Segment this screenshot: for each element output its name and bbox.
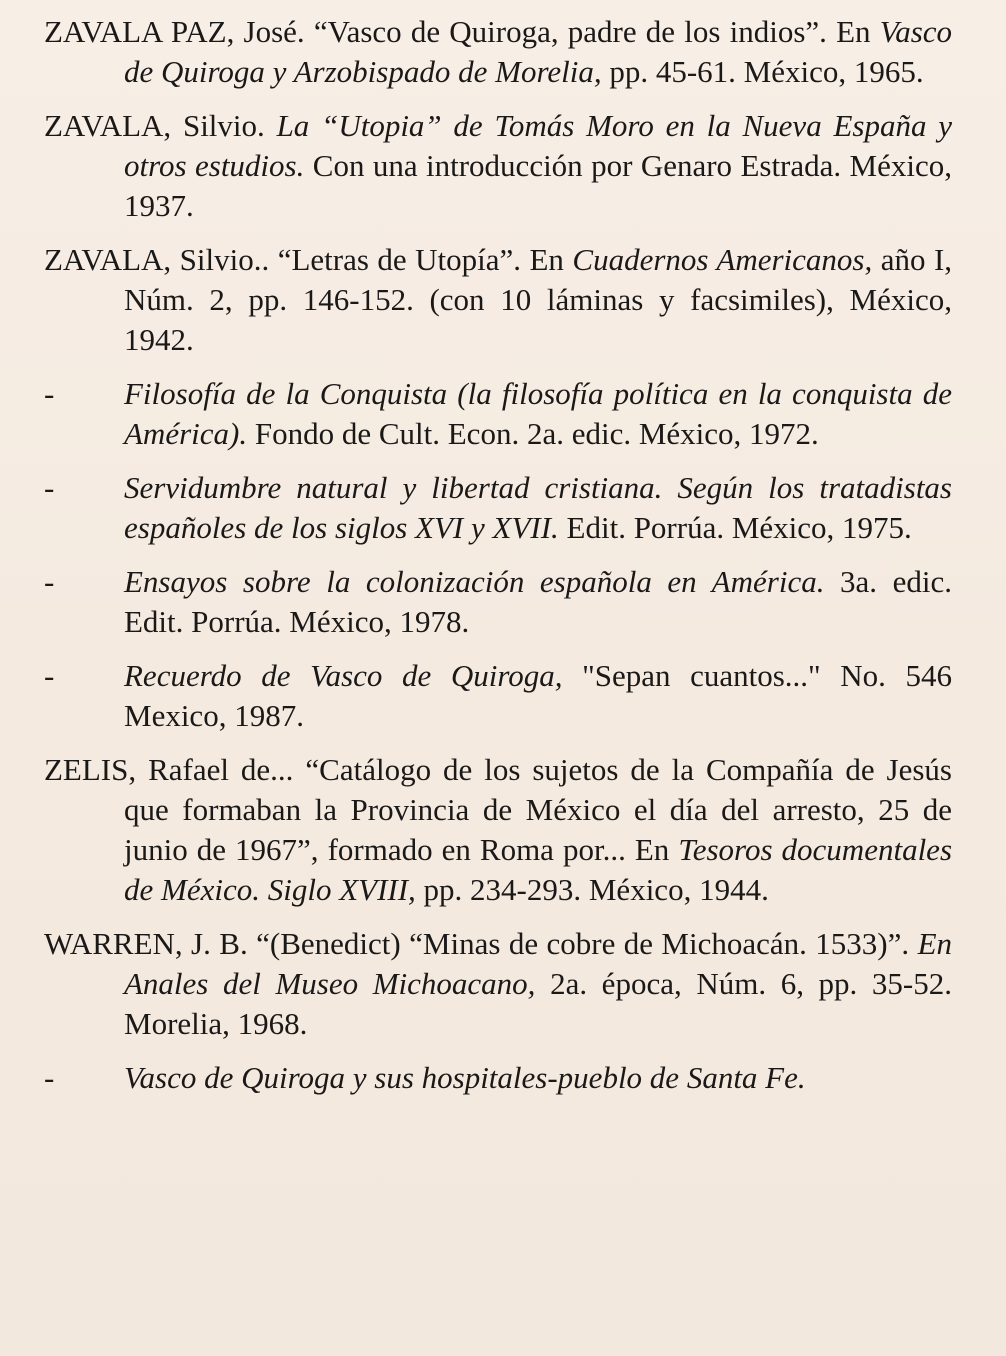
entry-title: En Anales del Museo Michoacano, (124, 926, 952, 1001)
entry-text: “Catálogo de los sujetos de la Compañía de Jesús que formaban la Provincia de México el día del arresto, 25 de junio de 1967”, formado en Roma por... En (124, 752, 952, 867)
entry-dash: - (44, 470, 55, 505)
entry-title: Ensayos sobre la colonización española en América. (124, 564, 825, 599)
entry-title: Cuadernos Americanos, (572, 242, 873, 277)
entry-text: Con una introducción por Genaro Estrada. México, 1937. (124, 148, 952, 223)
entry-text: 2a. época, Núm. 6, pp. 35-52. Morelia, 1968. (124, 966, 952, 1041)
bibliography-entry-continuation (44, 468, 952, 548)
entry-text: Edit. Porrúa. México, 1975. (566, 510, 912, 545)
bibliography-entry-continuation (44, 1058, 952, 1098)
entry-dash: - (44, 1060, 55, 1095)
entry-dash: - (44, 564, 55, 599)
bibliography-entry (44, 12, 952, 92)
entry-title: Filosofía de la Conquista (la filosofía política en la conquista de América). (124, 376, 952, 451)
entry-author: ZAVALA PAZ, José. (44, 14, 305, 49)
bibliography-entry-continuation (44, 374, 952, 454)
bibliography-entry-continuation (44, 562, 952, 642)
entry-author: ZAVALA, Silvio. (44, 108, 265, 143)
entry-text: 3a. edic. Edit. Porrúa. México, 1978. (124, 564, 953, 639)
bibliography-entry (44, 750, 952, 910)
entry-author: ZAVALA, Silvio.. (44, 242, 270, 277)
entry-title: La “Utopia” de Tomás Moro en la Nueva España y otros estudios. (124, 108, 952, 183)
entry-text: Fondo de Cult. Econ. 2a. edic. México, 1972. (254, 416, 819, 451)
entry-title: Vasco de Quiroga y Arzobispado de Morelia, (124, 14, 953, 89)
entry-text: "Sepan cuantos..." No. 546 Mexico, 1987. (124, 658, 952, 733)
bibliography-entry (44, 106, 952, 226)
entry-title: Servidumbre natural y libertad cristiana. Según los tratadistas españoles de los siglos XVI y XVII. (124, 470, 952, 545)
entry-text: “Letras de Utopía”. En (277, 242, 564, 277)
entry-dash: - (44, 376, 55, 411)
entry-text: pp. 45-61. México, 1965. (609, 54, 924, 89)
entry-text: “(Benedict) “Minas de cobre de Michoacán. 1533)”. (256, 926, 910, 961)
bibliography-list (44, 12, 952, 1112)
bibliography-entry (44, 240, 952, 360)
entry-title: Vasco de Quiroga y sus hospitales-pueblo de Santa Fe. (124, 1060, 806, 1095)
bibliography-entry-continuation (44, 656, 952, 736)
entry-title: Recuerdo de Vasco de Quiroga, (124, 658, 563, 693)
entry-author: ZELIS, Rafael de... (44, 752, 294, 787)
entry-text: pp. 234-293. México, 1944. (423, 872, 769, 907)
bibliography-entry (44, 924, 952, 1044)
entry-dash: - (44, 658, 55, 693)
entry-author: WARREN, J. B. (44, 926, 248, 961)
entry-title: Tesoros documentales de México. Siglo XVIII, (124, 832, 953, 907)
entry-text: “Vasco de Quiroga, padre de los indios”. En (313, 14, 871, 49)
entry-text: año I, Núm. 2, pp. 146-152. (con 10 láminas y facsimiles), México, 1942. (124, 242, 953, 357)
